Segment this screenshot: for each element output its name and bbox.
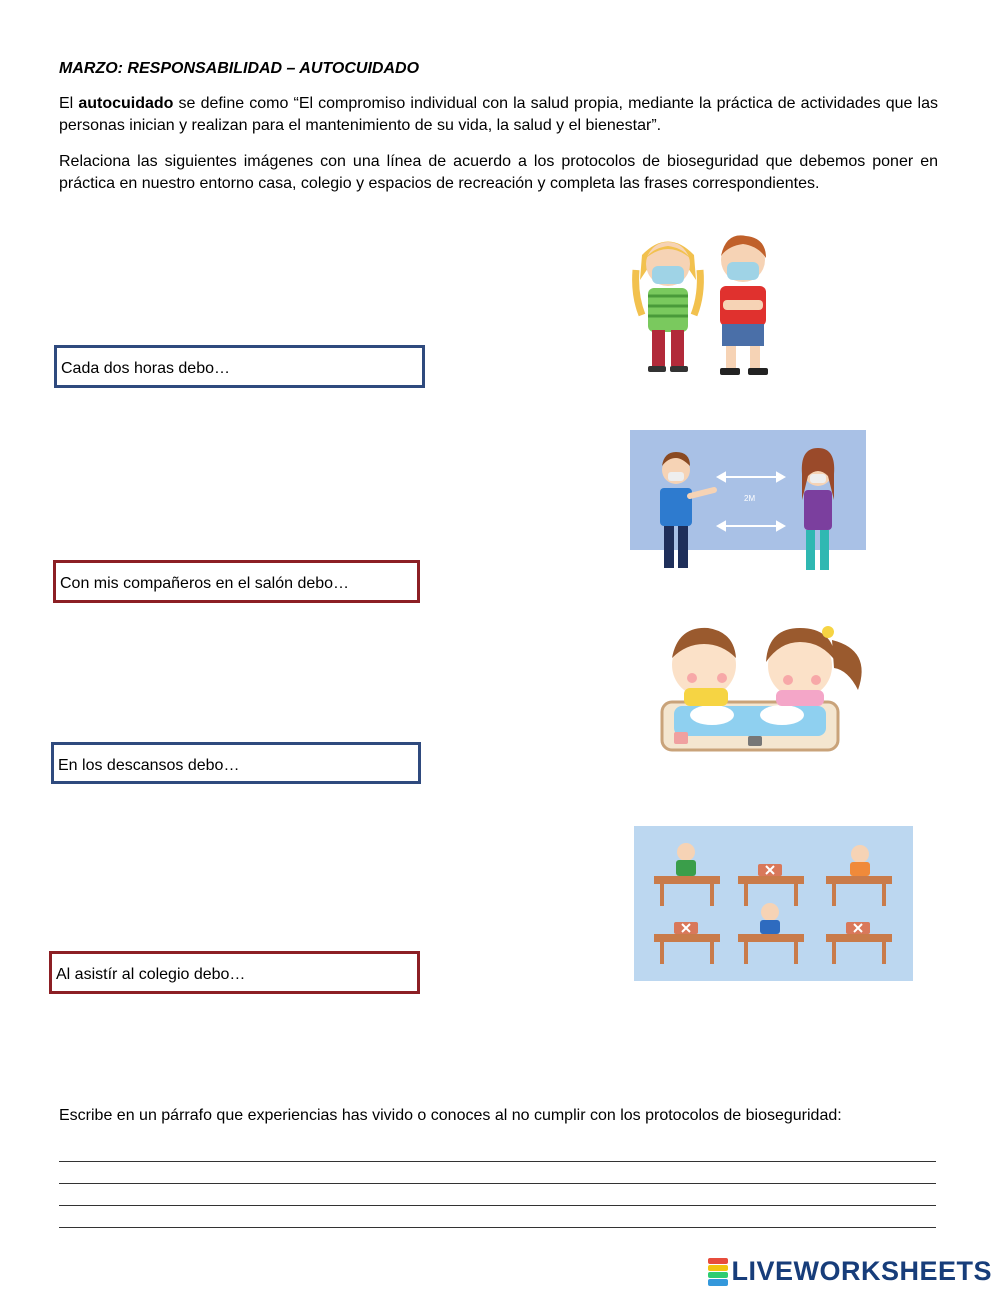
intro-paragraph	[59, 93, 938, 137]
answer-box-label: En los descansos debo…	[58, 757, 240, 774]
intro-prefix: El	[59, 95, 79, 112]
writing-line[interactable]	[59, 1184, 936, 1206]
writing-line[interactable]	[59, 1162, 936, 1184]
liveworksheets-logo	[708, 1256, 992, 1287]
kids-with-masks-illustration[interactable]	[628, 230, 778, 380]
social-distance-2m-illustration[interactable]	[630, 430, 866, 580]
distance-label: 2M	[744, 494, 756, 503]
classroom-distanced-desks-illustration[interactable]	[634, 826, 913, 981]
answer-box-asistir-colegio[interactable]	[49, 951, 420, 994]
answer-box-label: Al asistír al colegio debo…	[56, 966, 246, 983]
intro-rest: se define como “El compromiso individual con la salud propia, mediante la práctica de actividades que las personas inician y realizan para el mantenimiento de su vida, la salud y el bienestar”.	[59, 95, 939, 134]
logo-cube-icon	[708, 1258, 728, 1286]
writing-area[interactable]	[59, 1140, 936, 1228]
writing-prompt: Escribe en un párrafo que experiencias has vivido o conoces al no cumplir con los protocolos de bioseguridad:	[59, 1107, 842, 1124]
answer-box-label: Con mis compañeros en el salón debo…	[60, 575, 350, 592]
intro-bold-term: autocuidado	[78, 95, 174, 112]
logo-text: LIVEWORKSHEETS	[731, 1256, 992, 1286]
writing-line[interactable]	[59, 1206, 936, 1228]
answer-box-companeros-salon[interactable]	[53, 560, 420, 603]
instructions-paragraph: Relaciona las siguientes imágenes con una línea de acuerdo a los protocolos de bioseguridad que debemos poner en práctica en nuestro entorno casa, colegio y espacios de recreación y completa las frases correspondientes.	[59, 153, 938, 192]
answer-box-cada-dos-horas[interactable]	[54, 345, 425, 388]
answer-box-label: Cada dos horas debo…	[61, 360, 230, 377]
page-title: MARZO: RESPONSABILIDAD – AUTOCUIDADO	[59, 60, 420, 77]
writing-line[interactable]	[59, 1140, 936, 1162]
answer-box-descansos[interactable]	[51, 742, 421, 784]
kids-washing-hands-illustration[interactable]	[622, 610, 890, 770]
